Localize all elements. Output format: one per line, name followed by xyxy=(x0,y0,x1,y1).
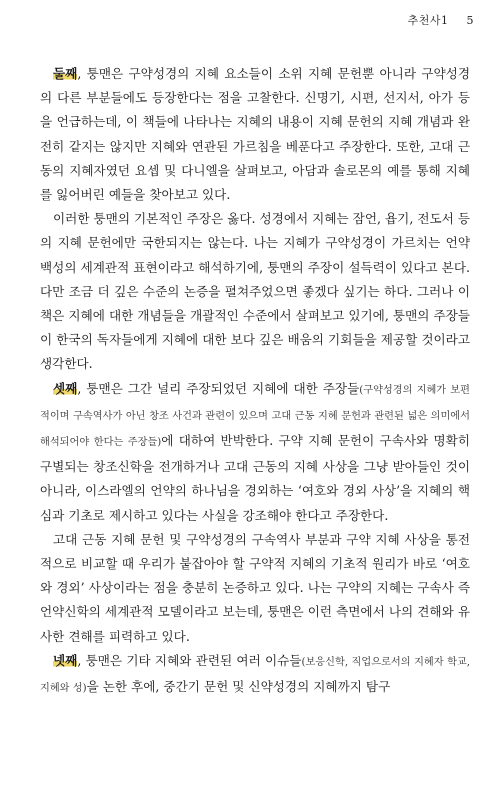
body-text xyxy=(40,62,470,701)
paragraph-text: , 퉁맨은 구약성경의 지혜 요소들이 소위 지혜 문헌뿐 아니라 구약성경의 다른 부분들에도 등장한다는 점을 고찰한다. 신명기, 시편, 선지서, 아가 등을 언급하는데, 이 책들에 나타나는 지혜의 내용이 지혜 문헌의 지혜 개념과 완전히 같지는 않지만 지혜와 연관된 가르침을 베푼다고 주장한다. 또한, 고대 근동의 지혜자였던 요셉 및 다니엘을 살펴보고, 아담과 솔로몬의 예를 통해 지혜를 잃어버린 예들을 찾아보고 있다. xyxy=(40,66,470,203)
paragraph-fourth xyxy=(40,649,470,701)
paragraph-text: 을 논한 후에, 중간기 문헌 및 신약성경의 지혜까지 탐구 xyxy=(86,679,391,695)
page-number: 5 xyxy=(466,14,474,27)
section-title: 추천사1 xyxy=(407,14,449,27)
paragraph-third xyxy=(40,377,470,528)
paragraph-text: 고대 근동 지혜 문헌 및 구약성경의 구속역사 부분과 구약 지혜 사상을 통전적으로 비교할 때 우리가 붙잡아야 할 구약적 지혜의 기초적 원리가 바로 ‘여호와 경외’ 사상이라는 점을 충분히 논증하고 있다. 나는 구약의 지혜는 구속사 즉 언약신학의 세계관적 모델이라고 보는데, 퉁맨은 이런 측면에서 나의 견해와 유사한 견해를 피력하고 있다. xyxy=(40,531,470,644)
running-header xyxy=(408,12,474,28)
parenthetical-note: (구약성경의 지혜가 보편적이며 구속역사가 아닌 창조 사건과 관련이 있으며 고대 근동 지혜 문헌과 관련된 넓은 의미에서 해석되어야 한다는 주장들) xyxy=(40,384,470,449)
paragraph-text: 이러한 퉁맨의 기본적인 주장은 옳다. 성경에서 지혜는 잠언, 욥기, 전도서 등의 지혜 문헌에만 국한되지는 않는다. 나는 지혜가 구약성경이 가르치는 언약 백성의 세계관적 표현이라고 해석하기에, 퉁맨의 주장이 설득력이 있다고 본다. 다만 조금 더 깊은 수준의 논증을 펼쳐주었으면 좋겠다 싶기는 하다. 그러나 이 책은 지혜에 대한 개념들을 개괄적인 수준에서 살펴보고 있기에, 퉁맨의 주장들이 한국의 독자들에게 지혜에 대한 보다 깊은 배움의 기회들을 제공할 것이라고 생각한다. xyxy=(40,211,471,372)
paragraph-comparison xyxy=(40,528,470,649)
paragraph-text: , 퉁맨은 기타 지혜와 관련된 여러 이슈들 xyxy=(77,652,302,668)
paragraph-evaluation xyxy=(40,207,470,376)
paragraph-text: , 퉁맨은 그간 널리 주장되었던 지혜에 대한 주장들 xyxy=(77,380,360,396)
point-label-fourth: 넷째 xyxy=(53,652,78,668)
point-label-second: 둘째 xyxy=(53,66,78,81)
point-label-third: 셋째 xyxy=(53,380,78,396)
parenthetical-note: (보응신학, 직업으로서의 지혜자 학교, 지혜와 성) xyxy=(40,656,470,695)
paragraph-second xyxy=(40,62,470,207)
paragraph-text: 에 대하여 반박한다. 구약 지혜 문헌이 구속사와 명확히 구별되는 창조신학을 전개하거나 고대 근동의 지혜 사상을 그냥 받아들인 것이 아니라, 이스라엘의 언약의 하나님을 경외하는 ‘여호와 경외 사상’을 지혜의 핵심과 기초로 제시하고 있다는 사실을 강조해야 한다고 주장한다. xyxy=(40,433,471,523)
